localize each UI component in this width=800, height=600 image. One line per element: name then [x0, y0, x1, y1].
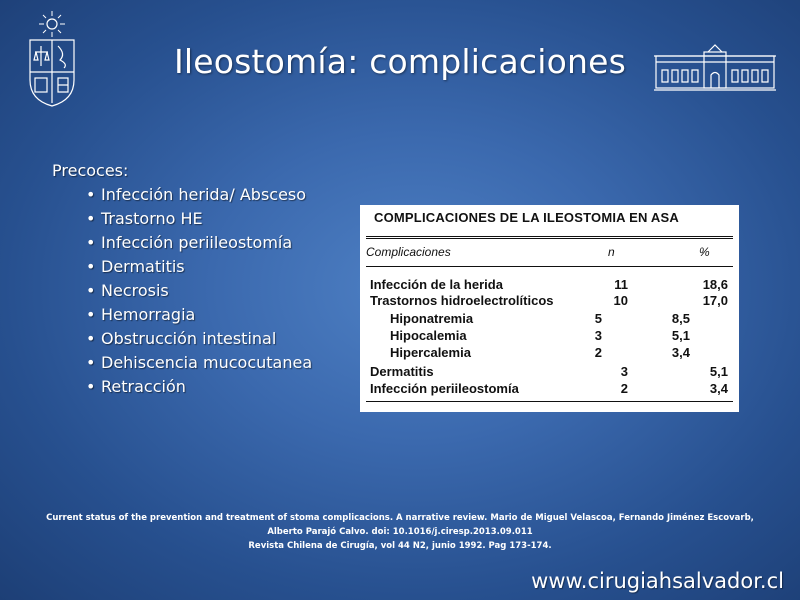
- table-divider: [366, 266, 733, 267]
- list-item: [86, 351, 312, 375]
- list-item-text: Retracción: [101, 377, 186, 396]
- header-complicaciones: Complicaciones: [366, 245, 451, 259]
- row-label: Trastornos hidroelectrolíticos: [370, 293, 554, 308]
- row-label: Infección de la herida: [370, 277, 503, 292]
- row-n: 3: [594, 328, 602, 343]
- header-pct: %: [699, 245, 710, 259]
- bullet-glyph: •: [86, 377, 96, 396]
- complications-list: [52, 159, 312, 399]
- row-label: Infección periileostomía: [370, 381, 519, 396]
- row-pct: 17,0: [702, 293, 728, 308]
- row-n: 10: [613, 293, 628, 308]
- row-pct: 3,4: [671, 345, 690, 360]
- bullet-glyph: •: [86, 353, 96, 372]
- row-pct: 3,4: [709, 381, 728, 396]
- header-n: n: [608, 245, 615, 259]
- row-label: Dermatitis: [370, 364, 434, 379]
- citation-line: Alberto Parajó Calvo. doi: 10.1016/j.ciresp.2013.09.011: [267, 527, 533, 537]
- complications-table: [360, 205, 739, 412]
- table-divider: [366, 236, 733, 237]
- list-item-text: Dehiscencia mucocutanea: [101, 353, 313, 372]
- bullet-glyph: •: [86, 209, 96, 228]
- row-n: 3: [620, 364, 628, 379]
- table-divider: [366, 238, 733, 239]
- list-item-text: Dermatitis: [101, 257, 185, 276]
- row-pct: 5,1: [709, 364, 728, 379]
- list-item: [86, 375, 312, 399]
- list-item-text: Necrosis: [101, 281, 169, 300]
- list-item: [86, 207, 312, 231]
- list-item: [86, 279, 312, 303]
- row-pct: 8,5: [671, 311, 690, 326]
- bullet-list: [52, 183, 312, 399]
- bullet-glyph: •: [86, 233, 96, 252]
- list-item: [86, 327, 312, 351]
- list-item: [86, 183, 312, 207]
- slide-title: Ileostomía: complicaciones: [173, 42, 627, 81]
- bullet-glyph: •: [86, 329, 96, 348]
- list-item-text: Infección herida/ Absceso: [101, 185, 307, 204]
- website-url: www.cirugiahsalvador.cl: [531, 569, 784, 593]
- citation-line: Revista Chilena de Cirugía, vol 44 N2, junio 1992. Pag 173-174.: [248, 541, 552, 551]
- list-item: [86, 255, 312, 279]
- bullet-glyph: •: [86, 257, 96, 276]
- row-n: 5: [594, 311, 602, 326]
- row-n: 2: [594, 345, 602, 360]
- section-label: Precoces:: [52, 161, 129, 180]
- list-item: [86, 231, 312, 255]
- row-pct: 5,1: [671, 328, 690, 343]
- table-title: COMPLICACIONES DE LA ILEOSTOMIA EN ASA: [374, 210, 679, 225]
- bullet-glyph: •: [86, 281, 96, 300]
- citation: [0, 511, 800, 553]
- list-item-text: Trastorno HE: [101, 209, 203, 228]
- list-item-text: Obstrucción intestinal: [101, 329, 277, 348]
- row-pct: 18,6: [702, 277, 728, 292]
- row-n: 11: [614, 277, 628, 292]
- row-label: Hipocalemia: [390, 328, 467, 343]
- bullet-glyph: •: [86, 305, 96, 324]
- row-label: Hiponatremia: [390, 311, 474, 326]
- list-item-text: Infección periileostomía: [101, 233, 293, 252]
- row-n: 2: [620, 381, 628, 396]
- list-item: [86, 303, 312, 327]
- row-label: Hipercalemia: [390, 345, 471, 360]
- bullet-glyph: •: [86, 185, 96, 204]
- table-divider: [366, 401, 733, 402]
- list-item-text: Hemorragia: [101, 305, 196, 324]
- citation-line: Current status of the prevention and treatment of stoma complicacions. A narrative review. Mario de Miguel Velascoa, Fernando Jiménez Escovarb,: [46, 513, 754, 523]
